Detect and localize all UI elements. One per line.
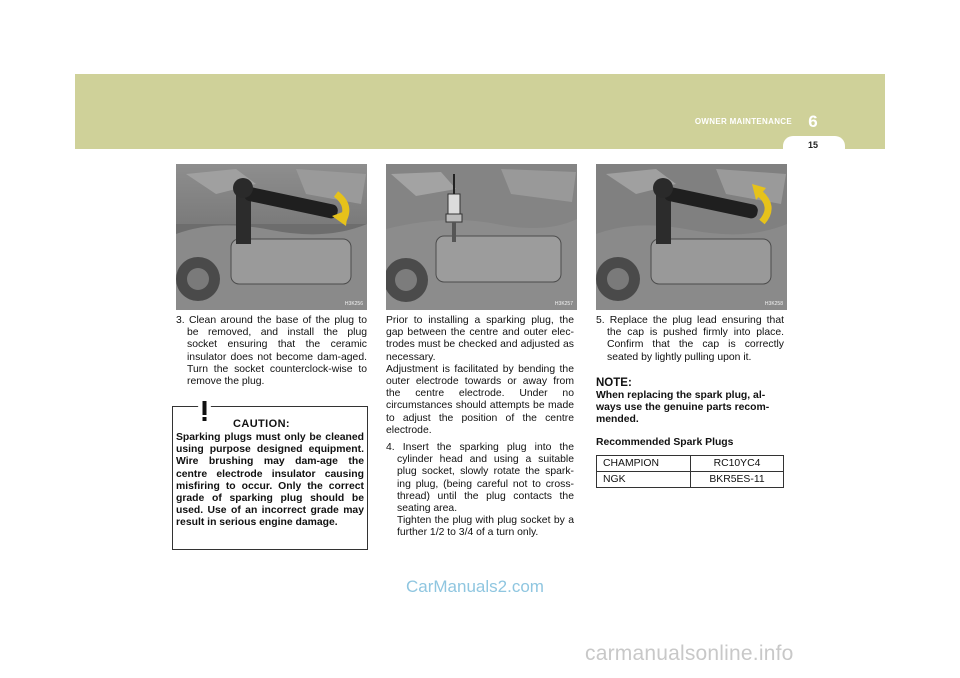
figure-code: H3K257 bbox=[554, 301, 573, 307]
column-2 bbox=[386, 315, 574, 540]
recommended-title: Recommended Spark Plugs bbox=[596, 437, 734, 448]
step-4-tighten: Tighten the plug with plug socket by a further 1/2 to 3/4 of a turn only. bbox=[397, 515, 574, 539]
plug-brand: CHAMPION bbox=[597, 456, 691, 472]
figure-tighten-plug bbox=[596, 164, 787, 310]
plug-model: RC10YC4 bbox=[691, 456, 784, 472]
section-title: OWNER MAINTENANCE bbox=[694, 117, 792, 126]
intro-paragraph-2: Adjustment is facilitated by bending the outer electrode towards or away from the centre electrode. Under no circumstances should attempts be made to adjust the position of the centre electrode. bbox=[386, 363, 574, 436]
plug-model: BKR5ES-11 bbox=[691, 472, 784, 488]
page-number: 15 bbox=[807, 140, 818, 150]
figure-remove-plug bbox=[176, 164, 367, 310]
caution-text: Sparking plugs must only be cleaned using purpose designed equipment. Wire brushing may dam-age the centre electrode insulator causing misfiring to occur. Only the correct grade of sparking plug should be used. Use of an incorrect grade may result in serious engine damage. bbox=[176, 432, 364, 529]
caution-title: CAUTION: bbox=[233, 418, 290, 430]
note-title: NOTE: bbox=[596, 377, 632, 389]
warning-triangle-icon bbox=[188, 395, 221, 425]
table-row bbox=[597, 456, 784, 472]
watermark-link[interactable]: CarManuals2.com bbox=[406, 577, 544, 596]
step-4: 4. Insert the sparking plug into the cylinder head and using a suitable plug socket, slowly rotate the spark-ing plug, (being careful not to cross-thread) until the plug contacts the seating area. bbox=[386, 442, 574, 515]
watermark-footer: carmanualsonline.info bbox=[585, 642, 794, 665]
figure-install-plug bbox=[386, 164, 577, 310]
step-5: 5. Replace the plug lead ensuring that the cap is pushed firmly into place. Confirm that the cap is correctly seated by lightly pulling upon it. bbox=[596, 315, 784, 363]
figure-code: H3K258 bbox=[764, 301, 783, 307]
section-number: 6 bbox=[808, 112, 818, 131]
caution-box bbox=[172, 406, 368, 550]
table-row bbox=[597, 472, 784, 488]
figure-code: H3K256 bbox=[344, 301, 363, 307]
plug-brand: NGK bbox=[597, 472, 691, 488]
spark-plug-table bbox=[596, 455, 784, 488]
column-1 bbox=[176, 315, 367, 388]
header-band bbox=[75, 74, 885, 149]
column-3 bbox=[596, 315, 784, 364]
step-3: 3. Clean around the base of the plug to be removed, and install the plug socket ensuring that the ceramic insulator does not become dam-aged. Turn the socket counterclock-wise to remove the plug. bbox=[176, 315, 367, 388]
intro-paragraph-1: Prior to installing a sparking plug, the gap between the centre and outer elec-trodes must be checked and adjusted as necessary. bbox=[386, 315, 574, 363]
note-text: When replacing the spark plug, al-ways use the genuine parts recom-mended. bbox=[596, 390, 770, 426]
